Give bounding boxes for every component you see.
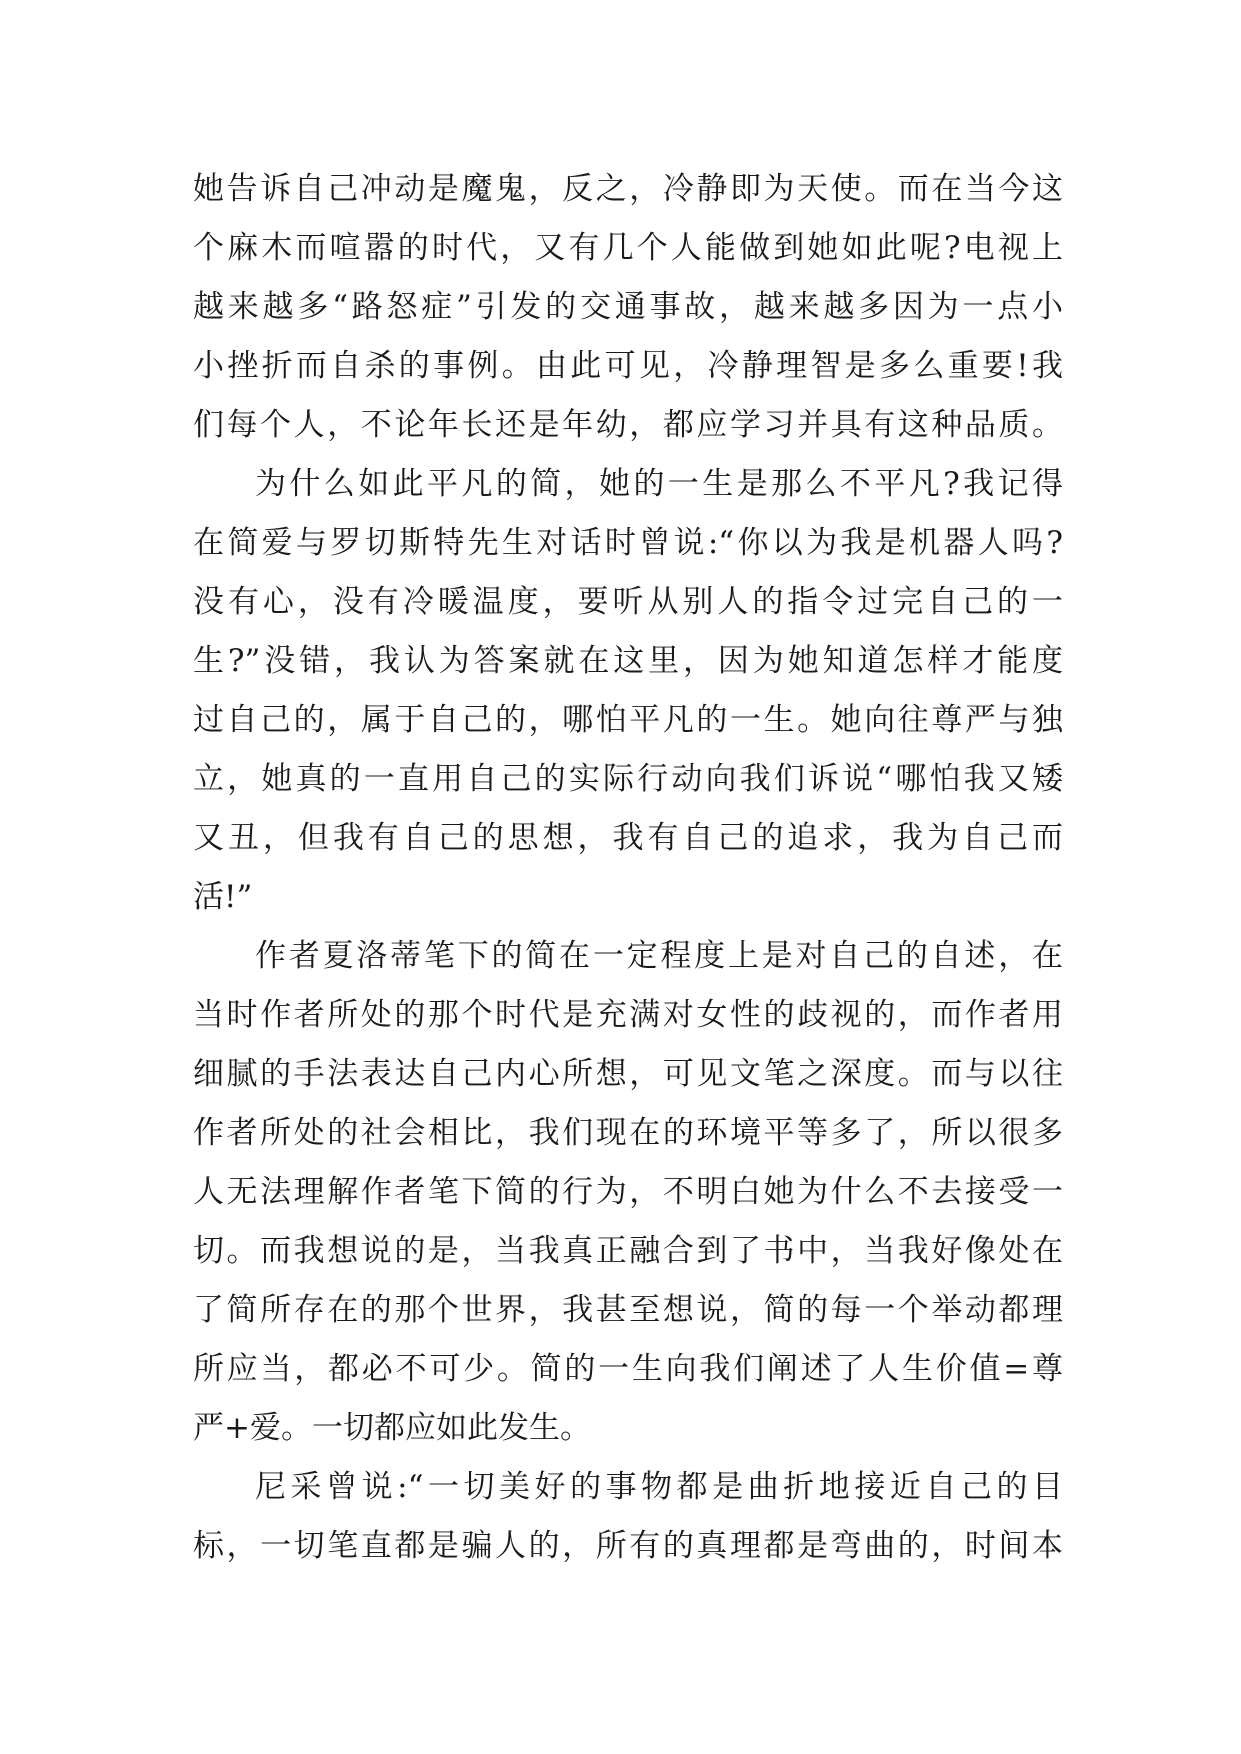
text-line: 活!” bbox=[193, 879, 253, 915]
text-line: 了简所存在的那个世界，我甚至想说，简的每一个举动都理 bbox=[193, 1292, 1063, 1328]
text-line: 所应当，都必不可少。简的一生向我们阐述了人生价值=尊 bbox=[193, 1351, 1063, 1387]
text-line: 当时作者所处的那个时代是充满对女性的歧视的，而作者用 bbox=[193, 997, 1063, 1033]
text-line: 人无法理解作者笔下简的行为，不明白她为什么不去接受一 bbox=[193, 1174, 1063, 1210]
text-line: 她告诉自己冲动是魔鬼，反之，冷静即为天使。而在当今这 bbox=[193, 171, 1063, 207]
text-line: 为什么如此平凡的简，她的一生是那么不平凡?我记得 bbox=[255, 466, 1063, 502]
text-line: 小挫折而自杀的事例。由此可见，冷静理智是多么重要!我 bbox=[193, 348, 1063, 384]
text-line: 严+爱。一切都应如此发生。 bbox=[193, 1410, 591, 1446]
text-line: 细腻的手法表达自己内心所想，可见文笔之深度。而与以往 bbox=[193, 1056, 1063, 1092]
text-line: 尼采曾说:“一切美好的事物都是曲折地接近自己的目 bbox=[255, 1469, 1063, 1505]
text-line: 生?”没错，我认为答案就在这里，因为她知道怎样才能度 bbox=[193, 643, 1063, 679]
text-line: 作者夏洛蒂笔下的简在一定程度上是对自己的自述，在 bbox=[255, 938, 1063, 974]
text-line: 切。而我想说的是，当我真正融合到了书中，当我好像处在 bbox=[193, 1233, 1063, 1269]
text-line: 没有心，没有冷暖温度，要听从别人的指令过完自己的一 bbox=[193, 584, 1063, 620]
text-line: 立，她真的一直用自己的实际行动向我们诉说“哪怕我又矮 bbox=[193, 761, 1063, 797]
text-line: 作者所处的社会相比，我们现在的环境平等多了，所以很多 bbox=[193, 1115, 1063, 1151]
text-line: 个麻木而喧嚣的时代，又有几个人能做到她如此呢?电视上 bbox=[193, 230, 1063, 266]
text-line: 又丑，但我有自己的思想，我有自己的追求，我为自己而 bbox=[193, 820, 1063, 856]
text-line: 们每个人，不论年长还是年幼，都应学习并具有这种品质。 bbox=[193, 407, 1063, 443]
text-line: 过自己的，属于自己的，哪怕平凡的一生。她向往尊严与独 bbox=[193, 702, 1063, 738]
text-line: 越来越多“路怒症”引发的交通事故，越来越多因为一点小 bbox=[193, 289, 1063, 325]
text-line: 在简爱与罗切斯特先生对话时曾说:“你以为我是机器人吗? bbox=[193, 525, 1063, 561]
body-text bbox=[193, 160, 1063, 1576]
text-line: 标，一切笔直都是骗人的，所有的真理都是弯曲的，时间本 bbox=[193, 1528, 1063, 1564]
